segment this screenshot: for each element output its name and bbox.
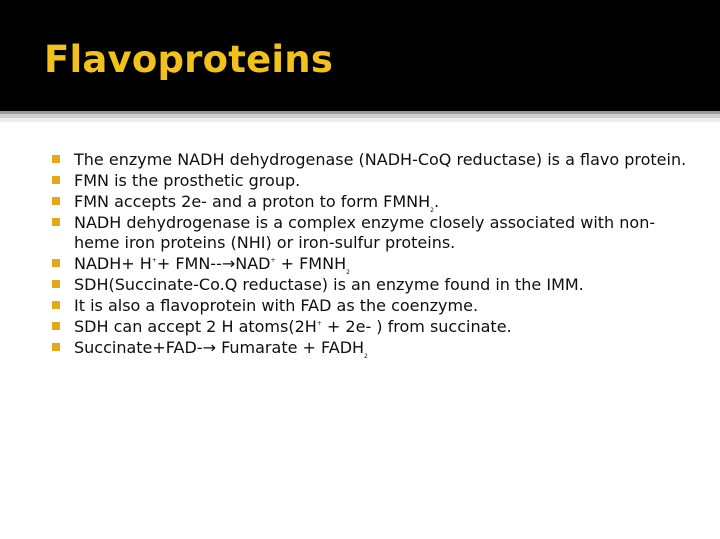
bullet-item	[50, 192, 690, 212]
bullet-text: SDH can accept 2 H atoms(2H	[74, 317, 317, 336]
square-bullet-icon	[52, 218, 60, 226]
bullet-text: FMN accepts 2e- and a proton to form FMNH	[74, 192, 431, 211]
bullet-list	[50, 150, 690, 359]
bullet-text: The enzyme NADH dehydrogenase (NADH-CoQ reductase) is a flavo protein.	[74, 150, 687, 169]
square-bullet-icon	[52, 176, 60, 184]
bullet-text: Succinate+FAD-	[74, 338, 203, 357]
bullet-item	[50, 275, 690, 295]
divider-rule	[0, 118, 720, 122]
title-bar	[0, 0, 720, 111]
bullet-text: NAD	[235, 254, 271, 273]
bullet-item	[50, 213, 690, 253]
subscript: 2	[364, 353, 368, 360]
square-bullet-icon	[52, 259, 60, 267]
bullet-text: It is also a flavoprotein with FAD as the coenzyme.	[74, 296, 479, 315]
bullet-text: NADH dehydrogenase is a complex enzyme closely associated with non-heme iron proteins (NHI) or iron-sulfur proteins.	[74, 213, 656, 252]
bullet-item	[50, 150, 690, 170]
arrow-icon: →	[202, 338, 216, 357]
bullet-text: + FMNH	[275, 254, 347, 273]
square-bullet-icon	[52, 301, 60, 309]
bullet-text: + FMN--	[156, 254, 222, 273]
subscript: 2	[430, 207, 434, 214]
slide-title: Flavoproteins	[44, 38, 334, 81]
bullet-text: Fumarate + FADH	[215, 338, 365, 357]
subscript: 2	[346, 269, 350, 276]
arrow-icon: →	[221, 254, 236, 273]
superscript: +	[316, 320, 322, 327]
square-bullet-icon	[52, 197, 60, 205]
bullet-item	[50, 338, 690, 358]
bullet-text: + 2e- ) from succinate.	[321, 317, 512, 336]
superscript: +	[151, 257, 157, 264]
bullet-item	[50, 317, 690, 337]
bullet-text: SDH(Succinate-Co.Q reductase) is an enzyme found in the IMM.	[74, 275, 584, 294]
square-bullet-icon	[52, 155, 60, 163]
bullet-text: NADH+ H	[74, 254, 152, 273]
square-bullet-icon	[52, 343, 60, 351]
square-bullet-icon	[52, 280, 60, 288]
superscript: +	[270, 257, 276, 264]
bullet-item	[50, 254, 690, 274]
bullet-text: .	[433, 192, 440, 211]
bullet-item	[50, 171, 690, 191]
bullet-item	[50, 296, 690, 316]
bullet-text: FMN is the prosthetic group.	[74, 171, 301, 190]
square-bullet-icon	[52, 322, 60, 330]
